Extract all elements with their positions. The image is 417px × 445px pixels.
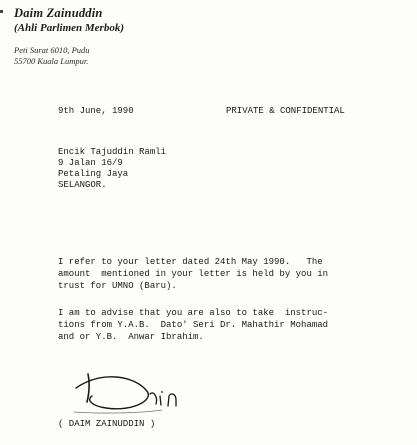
paragraph-2-line-2: tions from Y.A.B. Dato' Seri Dr. Mahathir Mohamad <box>58 320 329 330</box>
letterhead-title: (Ahli Parlimen Merbok) <box>14 22 125 34</box>
recipient-name: Encik Tajuddin Ramli <box>58 147 167 157</box>
recipient-city: Petaling Jaya <box>58 169 129 179</box>
letterhead-address-line-2: 55700 Kuala Lumpur. <box>14 56 89 66</box>
paragraph-2-line-3: and or Y.B. Anwar Ibrahim. <box>58 332 204 342</box>
letterhead-name: Daim Zainuddin <box>14 6 103 20</box>
letter-date: 9th June, 1990 <box>58 106 134 116</box>
paragraph-1-line-2: amount mentioned in your letter is held by you in <box>58 269 329 279</box>
letterhead-address-line-1: Peti Surat 6010, Pudu <box>14 45 90 55</box>
paragraph-1-line-3: trust for UMNO (Baru). <box>58 281 177 291</box>
paragraph-2-line-1: I am to advise that you are also to take instruc- <box>58 308 329 318</box>
recipient-state: SELANGOR. <box>58 180 107 190</box>
signatory-name: ( DAIM ZAINUDDIN ) <box>58 419 156 429</box>
paragraph-1-line-1: I refer to your letter dated 24th May 1990. The <box>58 257 323 267</box>
scan-mark <box>0 10 3 13</box>
confidential-label: PRIVATE & CONFIDENTIAL <box>226 106 345 116</box>
recipient-street: 9 Jalan 16/9 <box>58 158 123 168</box>
handwritten-signature <box>72 368 212 416</box>
